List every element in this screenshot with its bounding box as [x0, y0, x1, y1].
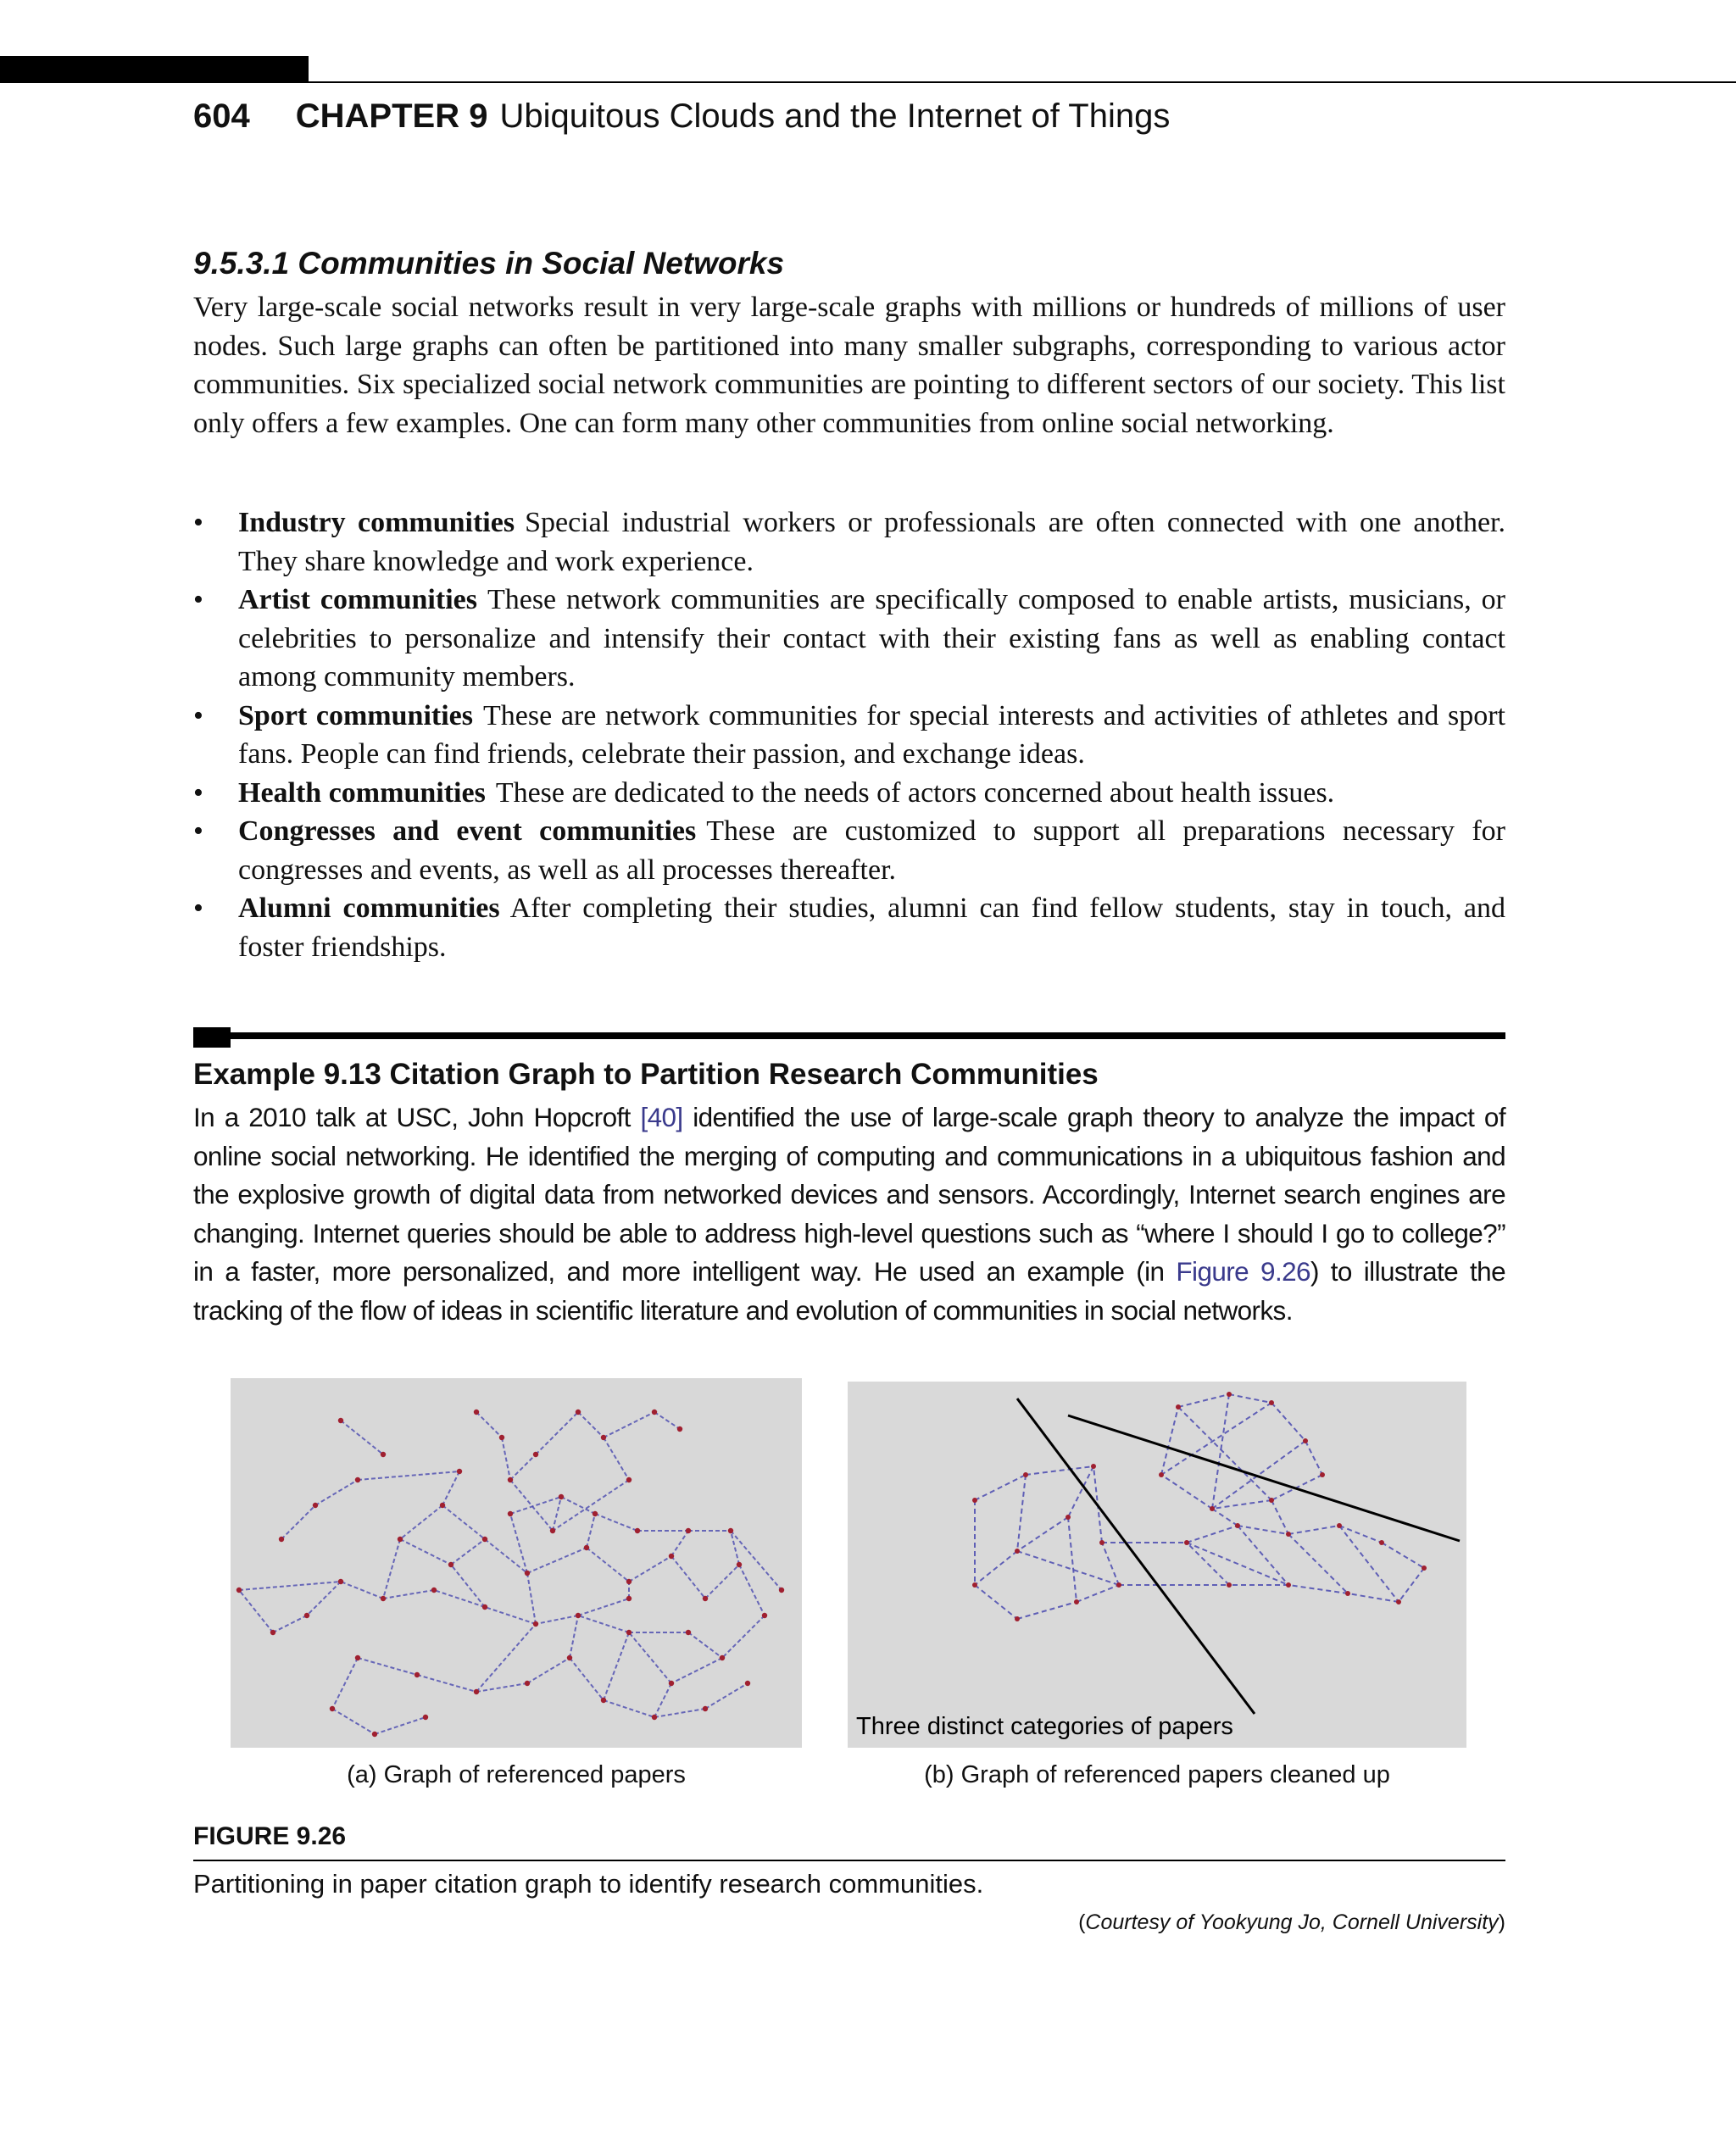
graph-node [1015, 1549, 1020, 1554]
graph-node [1337, 1523, 1342, 1528]
graph-node [1227, 1392, 1232, 1397]
graph-node [601, 1698, 606, 1703]
graph-node [525, 1681, 530, 1686]
bullet-icon: • [193, 507, 203, 538]
graph-node [1066, 1515, 1071, 1520]
graph-edge [604, 1700, 654, 1717]
graph-edge [527, 1573, 536, 1624]
graph-edge [604, 1412, 654, 1438]
top-rule [309, 81, 1736, 83]
graph-edge [1339, 1526, 1399, 1602]
graph-edge [358, 1658, 417, 1675]
graph-edge [671, 1556, 705, 1599]
graph-node [457, 1469, 462, 1474]
list-term: Industry communities [238, 507, 515, 538]
list-term: Congresses and event communities [238, 815, 697, 847]
graph-edge [442, 1471, 459, 1505]
graph-edge [1187, 1543, 1229, 1585]
graph-node [482, 1604, 487, 1610]
graph-edge [485, 1539, 527, 1573]
citation-graph-raw [231, 1378, 802, 1748]
graph-node [533, 1452, 538, 1457]
graph-node [626, 1579, 632, 1584]
figure-caption: Partitioning in paper citation graph to identify research communities. [193, 1869, 984, 1899]
list-text: Special industrial workers or professionals are often connected with one another. They share knowledge and work experience. [238, 507, 1506, 577]
graph-node [398, 1537, 403, 1542]
list-text: These are network communities for special interests and activities of athletes and sport fans. People can find friends, celebrate their passion, and exchange ideas. [238, 699, 1506, 770]
graph-edge [527, 1548, 587, 1573]
graph-edge [561, 1497, 595, 1514]
list-term: Artist communities [238, 584, 477, 615]
graph-edge [417, 1675, 476, 1692]
graph-edge [654, 1412, 680, 1429]
graph-edge [688, 1632, 722, 1658]
graph-node [381, 1452, 386, 1457]
graph-edge [1212, 1509, 1238, 1526]
graph-node [584, 1545, 589, 1550]
graph-edge [510, 1454, 536, 1480]
graph-edge [1271, 1403, 1305, 1441]
graph-edge [400, 1505, 442, 1539]
graph-node [1396, 1599, 1401, 1604]
graph-node [1210, 1506, 1215, 1511]
graph-node [550, 1528, 555, 1533]
graph-edge [1077, 1585, 1119, 1602]
list-text: After completing their studies, alumni can find fellow students, stay in touch, and foster friendships. [238, 893, 1505, 963]
graph-edge [510, 1514, 527, 1573]
graph-edge [1399, 1568, 1424, 1602]
graph-edge [1026, 1466, 1093, 1475]
page-number: 604 [193, 97, 250, 135]
chapter-title: Ubiquitous Clouds and the Internet of Things [499, 97, 1171, 135]
graph-node [1345, 1591, 1350, 1596]
graph-node [313, 1503, 318, 1508]
graph-edge [1348, 1593, 1399, 1602]
graph-edge [1068, 1517, 1077, 1602]
graph-edge [502, 1438, 510, 1480]
graph-edge [1017, 1517, 1068, 1551]
graph-edge [1288, 1534, 1348, 1593]
graph-node [559, 1494, 564, 1499]
graph-edge [510, 1480, 553, 1531]
graph-edge [383, 1590, 434, 1599]
graph-edge [604, 1438, 629, 1480]
graph-node [1015, 1616, 1020, 1621]
graph-edge [1068, 1466, 1093, 1517]
graph-edge [739, 1565, 765, 1615]
graph-node [576, 1410, 581, 1415]
chapter-label: CHAPTER 9 [295, 97, 488, 135]
graph-edge [239, 1582, 341, 1590]
graph-edge [1187, 1543, 1288, 1585]
graph-edge [485, 1607, 536, 1624]
graph-node [415, 1672, 420, 1677]
example-text: identified the use of large-scale graph theory to analyze the impact of online social networking. He identified the merging of computing and communications in a ubiquitous fashion and the explosive growth of digital data from networked devices and sensors. Accordingly, Internet search engines are changing. Internet queries should be able to address high-level questions such as “where I should I go to college?” in a faster, more personalized, and more intelligent way. He used an example (in [193, 1102, 1505, 1287]
example-title: Example 9.13 Citation Graph to Partition Research Communities [193, 1058, 1099, 1091]
graph-edge [332, 1709, 375, 1734]
list-item [193, 812, 1505, 889]
graph-node [626, 1596, 632, 1601]
graph-edge [1212, 1441, 1305, 1509]
graph-edge [722, 1615, 765, 1658]
graph-edge [705, 1565, 739, 1599]
graph-node [1422, 1565, 1427, 1571]
graph-node [737, 1562, 742, 1567]
bullet-icon: • [193, 815, 203, 847]
graph-node [1184, 1540, 1189, 1545]
graph-node [1286, 1532, 1291, 1537]
graph-edge [671, 1531, 688, 1556]
graph-edge [510, 1497, 561, 1514]
graph-node [508, 1511, 513, 1516]
graph-node [1074, 1599, 1079, 1604]
figure-label: FIGURE 9.26 [193, 1822, 347, 1850]
graph-edge [578, 1615, 629, 1632]
graph-node [355, 1477, 360, 1482]
list-term: Health communities [238, 776, 486, 809]
graph-node [601, 1435, 606, 1440]
graph-edge [383, 1539, 400, 1599]
graph-edge [654, 1709, 705, 1717]
graph-node [1091, 1464, 1096, 1469]
graph-node [1099, 1540, 1104, 1545]
graph-node [703, 1596, 708, 1601]
list-item [193, 581, 1505, 697]
graph-node [1116, 1582, 1121, 1588]
graph-node [1303, 1438, 1308, 1443]
graph-edge [1017, 1475, 1026, 1551]
graph-node [652, 1410, 657, 1415]
community-list [193, 503, 1505, 966]
graph-node [482, 1537, 487, 1542]
graph-node [338, 1579, 343, 1584]
graph-edge [451, 1539, 485, 1565]
graph-edge [1271, 1500, 1288, 1534]
graph-edge [671, 1658, 722, 1683]
graph-node [1286, 1582, 1291, 1588]
graph-node [279, 1537, 284, 1542]
graph-node [525, 1571, 530, 1576]
graph-node [1320, 1472, 1325, 1477]
graph-edge [587, 1548, 629, 1582]
graph-node [635, 1528, 640, 1533]
example-paragraph [193, 1098, 1505, 1330]
graph-edge [273, 1615, 307, 1632]
graph-edge [1017, 1602, 1077, 1619]
graph-edge [604, 1632, 629, 1700]
panel-b-label: Three distinct categories of papers [856, 1713, 1233, 1740]
graph-edge [1238, 1526, 1288, 1534]
caption-b: (b) Graph of referenced papers cleaned up [924, 1761, 1390, 1788]
graph-node [677, 1426, 682, 1432]
graph-node [593, 1511, 598, 1516]
top-bar [0, 56, 309, 83]
graph-node [304, 1613, 309, 1618]
graph-node [762, 1613, 767, 1618]
example-marker [193, 1027, 231, 1048]
bullet-icon: • [193, 893, 203, 924]
bullet-icon: • [193, 584, 203, 615]
graph-edge [1187, 1526, 1238, 1543]
graph-edge [975, 1475, 1026, 1500]
graph-edge [1178, 1394, 1229, 1407]
graph-node [779, 1588, 784, 1593]
example-rule [231, 1032, 1505, 1039]
graph-node [745, 1681, 750, 1686]
list-term: Sport communities [238, 699, 473, 731]
example-text: In a 2010 talk at USC, John Hopcroft [193, 1102, 641, 1132]
graph-node [1023, 1472, 1028, 1477]
list-item [193, 889, 1505, 966]
graph-edge [476, 1683, 527, 1692]
graph-node [372, 1732, 377, 1737]
graph-edge [434, 1590, 485, 1607]
figure-rule [193, 1860, 1505, 1861]
graph-edge [578, 1599, 629, 1615]
list-text: These are customized to support all preparations necessary for congresses and events, as well as all processes thereafter. [238, 815, 1505, 886]
graph-node [1379, 1540, 1384, 1545]
graph-edge [1288, 1526, 1339, 1534]
graph-node [270, 1630, 275, 1635]
figure-panel-a [231, 1378, 802, 1748]
figure-credit: (Courtesy of Yookyung Jo, Cornell University) [1078, 1910, 1505, 1934]
graph-edge [1229, 1394, 1271, 1403]
graph-edge [451, 1565, 485, 1607]
graph-edge [654, 1683, 671, 1717]
graph-node [533, 1621, 538, 1627]
graph-edge [1382, 1543, 1424, 1568]
graph-node [972, 1582, 977, 1588]
graph-edge [239, 1590, 273, 1632]
graph-node [652, 1715, 657, 1720]
graph-node [703, 1706, 708, 1711]
graph-node [1159, 1472, 1164, 1477]
graph-edge [975, 1551, 1017, 1585]
graph-edge [527, 1658, 570, 1683]
graph-node [431, 1588, 437, 1593]
graph-edge [731, 1531, 782, 1590]
graph-edge [341, 1421, 383, 1454]
graph-node [1269, 1400, 1274, 1405]
list-item [193, 697, 1505, 774]
graph-node [474, 1689, 479, 1694]
graph-node [236, 1588, 242, 1593]
graph-node [355, 1655, 360, 1660]
intro-paragraph: Very large-scale social networks result in very large-scale graphs with millions or hundreds of millions of user nodes. Such large graphs can often be partitioned into many smaller subgraphs, corresponding to various actor communities. Six specialized social network communities are pointing to different sectors of our society. This list only offers a few examples. One can form many other communities from online social networking. [193, 292, 1505, 439]
graph-edge [358, 1471, 459, 1480]
graph-node [338, 1418, 343, 1423]
graph-edge [570, 1615, 578, 1658]
graph-edge [332, 1658, 358, 1709]
graph-edge [1288, 1585, 1348, 1593]
graph-node [1235, 1523, 1240, 1528]
graph-edge [375, 1717, 426, 1734]
graph-node [576, 1613, 581, 1618]
list-text: These network communities are specifically composed to enable artists, musicians, or celebrities to personalize and intensify their contact with their existing fans as well as enabling contact among community members. [238, 584, 1505, 692]
graph-node [669, 1681, 674, 1686]
graph-node [330, 1706, 335, 1711]
graph-edge [1017, 1551, 1119, 1585]
graph-edge [307, 1582, 341, 1615]
graph-node [686, 1528, 691, 1533]
graph-edge [629, 1632, 671, 1683]
graph-edge [1305, 1441, 1322, 1475]
citation-graph-cleaned [848, 1382, 1466, 1748]
graph-node [1269, 1498, 1274, 1503]
running-head [193, 95, 1170, 137]
list-text: These are dedicated to the needs of actors concerned about health issues. [495, 776, 1335, 809]
graph-edge [705, 1683, 748, 1709]
graph-node [448, 1562, 453, 1567]
section-heading: 9.5.3.1 Communities in Social Networks [193, 246, 785, 281]
list-item [193, 503, 1505, 581]
graph-edge [341, 1582, 383, 1599]
graph-edge [629, 1556, 671, 1582]
graph-edge [536, 1615, 578, 1624]
graph-node [423, 1715, 428, 1720]
partition-line [1068, 1415, 1460, 1541]
example-text: ) to illustrate the tracking of the flow of ideas in scientific literature and evolution of communities in social networks. [193, 1256, 1505, 1326]
graph-node [972, 1498, 977, 1503]
graph-edge [315, 1480, 358, 1505]
figure-panel-b [848, 1382, 1466, 1748]
graph-edge [442, 1505, 485, 1539]
graph-edge [1161, 1475, 1212, 1509]
graph-node [567, 1655, 572, 1660]
list-item [193, 774, 1505, 813]
graph-node [626, 1477, 632, 1482]
graph-edge [578, 1412, 604, 1438]
credit-text: Courtesy of Yookyung Jo, Cornell University [1085, 1910, 1499, 1934]
graph-edge [536, 1412, 578, 1454]
graph-node [1227, 1582, 1232, 1588]
graph-edge [400, 1539, 451, 1565]
list-term: Alumni communities [238, 893, 500, 924]
graph-edge [1102, 1543, 1119, 1585]
graph-node [508, 1477, 513, 1482]
graph-edge [476, 1412, 502, 1438]
bullet-icon: • [193, 699, 203, 731]
graph-node [720, 1655, 725, 1660]
graph-node [381, 1596, 386, 1601]
graph-node [1176, 1404, 1181, 1410]
graph-node [499, 1435, 504, 1440]
graph-edge [1238, 1526, 1288, 1585]
bullet-icon: • [193, 776, 203, 809]
graph-node [440, 1503, 445, 1508]
graph-node [474, 1410, 479, 1415]
graph-node [626, 1630, 632, 1635]
graph-edge [587, 1514, 595, 1548]
graph-edge [570, 1658, 604, 1700]
figure-link[interactable]: Figure 9.26 [1176, 1256, 1310, 1287]
graph-edge [1212, 1394, 1229, 1509]
graph-edge [595, 1514, 637, 1531]
graph-edge [281, 1505, 315, 1539]
graph-edge [731, 1531, 739, 1565]
graph-edge [975, 1585, 1017, 1619]
graph-node [686, 1630, 691, 1635]
graph-node [669, 1554, 674, 1559]
graph-node [728, 1528, 733, 1533]
caption-a: (a) Graph of referenced papers [347, 1761, 686, 1788]
reference-link[interactable]: [40] [640, 1102, 683, 1132]
